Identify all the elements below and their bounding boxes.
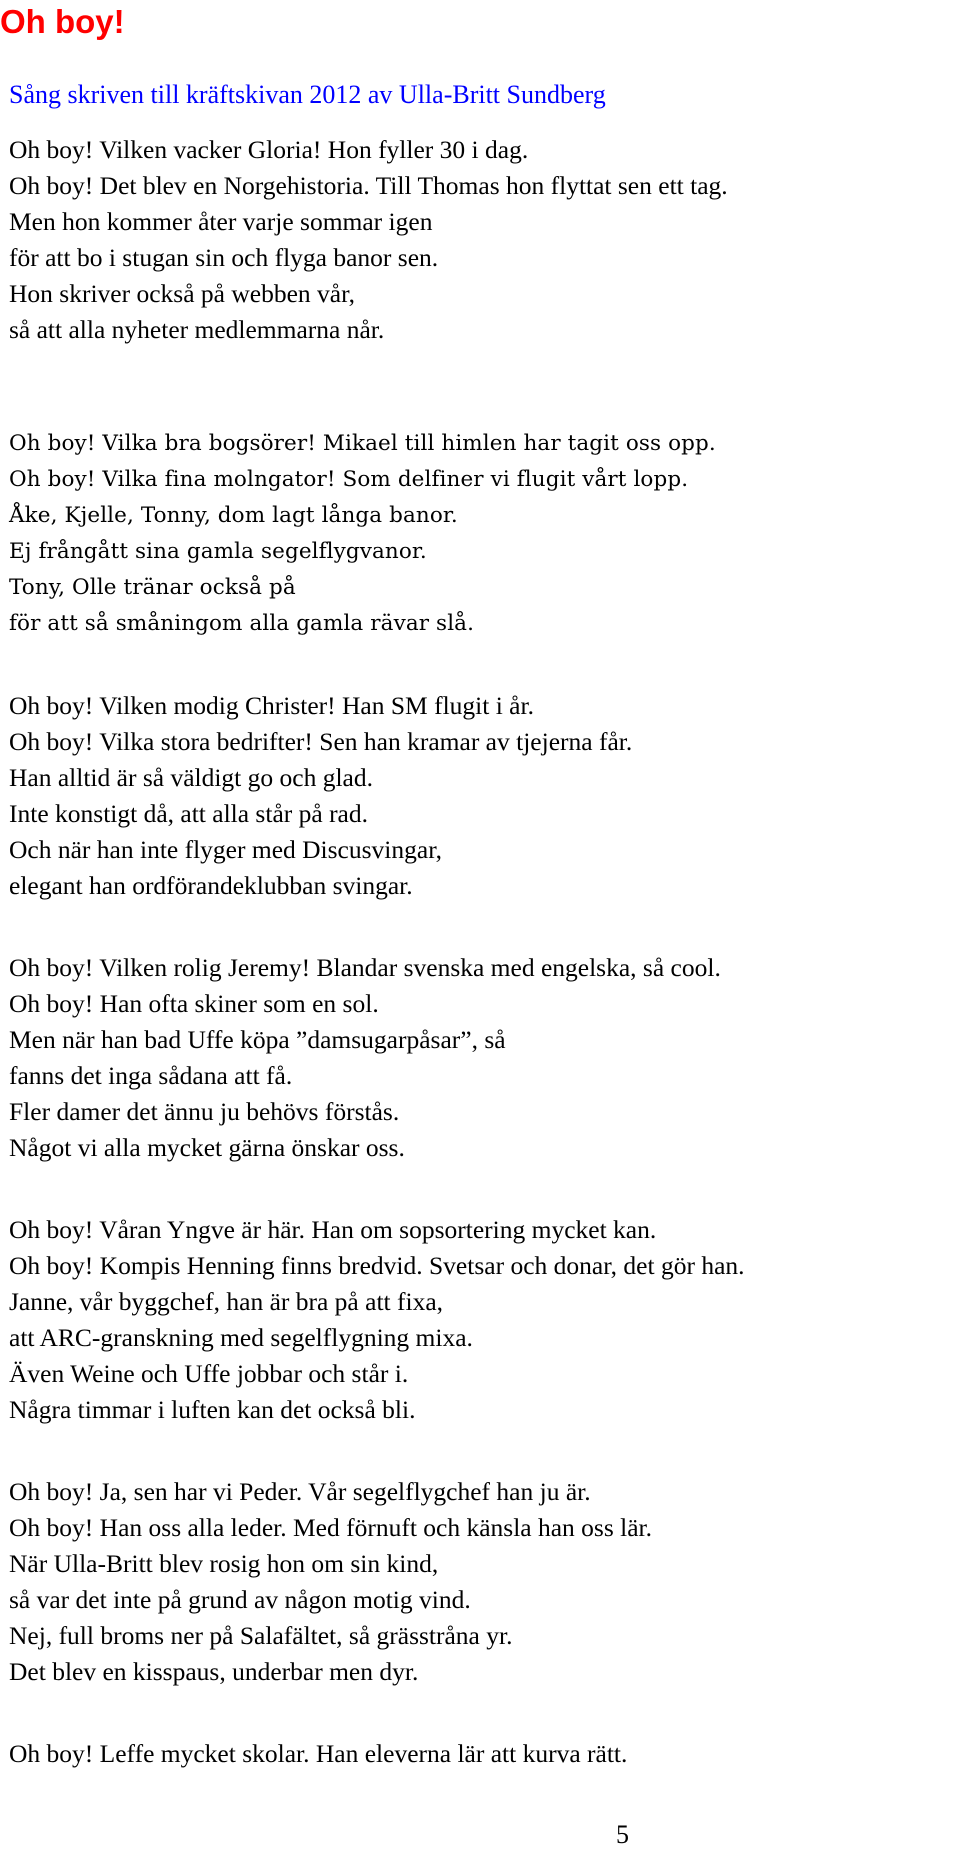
verse-2: [9, 426, 716, 642]
verse-5: [9, 1212, 745, 1428]
song-subtitle: Sång skriven till kräftskivan 2012 av Ulla-Britt Sundberg: [9, 80, 606, 109]
verse-line: Oh boy! Leffe mycket skolar. Han eleverna lär att kurva rätt.: [9, 1739, 628, 1768]
verse-line: Janne, vår byggchef, han är bra på att fixa,: [9, 1287, 444, 1316]
verse-line: Oh boy! Ja, sen har vi Peder. Vår segelflygchef han ju är.: [9, 1477, 591, 1506]
verse-line: Oh boy! Han oss alla leder. Med förnuft och känsla han oss lär.: [9, 1513, 653, 1542]
verse-4: [9, 950, 721, 1166]
verse-line: Något vi alla mycket gärna önskar oss.: [9, 1133, 405, 1162]
verse-line: Inte konstigt då, att alla står på rad.: [9, 799, 369, 828]
verse-line: att ARC-granskning med segelflygning mixa.: [9, 1323, 473, 1352]
verse-line: Oh boy! Vilka bra bogsörer! Mikael till himlen har tagit oss opp.: [9, 431, 716, 456]
verse-line: Han alltid är så väldigt go och glad.: [9, 763, 373, 792]
verse-line: Några timmar i luften kan det också bli.: [9, 1395, 416, 1424]
page-number: 5: [616, 1820, 629, 1849]
verse-line: Nej, full broms ner på Salafältet, så grässtråna yr.: [9, 1621, 513, 1650]
verse-line: för att så småningom alla gamla rävar slå.: [9, 611, 475, 636]
verse-line: Oh boy! Våran Yngve är här. Han om sopsortering mycket kan.: [9, 1215, 657, 1244]
verse-line: för att bo i stugan sin och flyga banor sen.: [9, 243, 439, 272]
verse-line: så var det inte på grund av någon motig vind.: [9, 1585, 471, 1614]
verse-line: Ej frångått sina gamla segelflygvanor.: [9, 539, 427, 564]
verse-line: Även Weine och Uffe jobbar och står i.: [9, 1359, 409, 1388]
verse-1: [9, 132, 728, 348]
verse-line: Men när han bad Uffe köpa ”damsugarpåsar”, så: [9, 1025, 506, 1054]
verse-6: [9, 1474, 652, 1690]
verse-line: Oh boy! Vilken vacker Gloria! Hon fyller 30 i dag.: [9, 135, 529, 164]
verse-7: [9, 1736, 627, 1772]
verse-line: så att alla nyheter medlemmarna når.: [9, 315, 385, 344]
verse-line: Oh boy! Vilka fina molngator! Som delfiner vi flugit vårt lopp.: [9, 467, 689, 492]
verse-line: Tony, Olle tränar också på: [9, 575, 296, 600]
verse-line: Oh boy! Vilken modig Christer! Han SM flugit i år.: [9, 691, 534, 720]
verse-line: Åke, Kjelle, Tonny, dom lagt långa banor.: [9, 503, 458, 528]
verse-line: Oh boy! Vilka stora bedrifter! Sen han kramar av tjejerna får.: [9, 727, 633, 756]
verse-line: fanns det inga sådana att få.: [9, 1061, 293, 1090]
verse-line: Fler damer det ännu ju behövs förstås.: [9, 1097, 400, 1126]
verse-line: När Ulla-Britt blev rosig hon om sin kind,: [9, 1549, 439, 1578]
verse-line: Men hon kommer åter varje sommar igen: [9, 207, 433, 236]
verse-line: Oh boy! Han ofta skiner som en sol.: [9, 989, 379, 1018]
song-title: Oh boy!: [0, 3, 125, 40]
verse-line: Det blev en kisspaus, underbar men dyr.: [9, 1657, 419, 1686]
verse-line: Hon skriver också på webben vår,: [9, 279, 355, 308]
verse-line: Oh boy! Vilken rolig Jeremy! Blandar svenska med engelska, så cool.: [9, 953, 721, 982]
verse-3: [9, 688, 632, 904]
verse-line: Oh boy! Det blev en Norgehistoria. Till Thomas hon flyttat sen ett tag.: [9, 171, 728, 200]
verse-line: Oh boy! Kompis Henning finns bredvid. Svetsar och donar, det gör han.: [9, 1251, 745, 1280]
verse-line: elegant han ordförandeklubban svingar.: [9, 871, 413, 900]
verse-line: Och när han inte flyger med Discusvingar,: [9, 835, 443, 864]
